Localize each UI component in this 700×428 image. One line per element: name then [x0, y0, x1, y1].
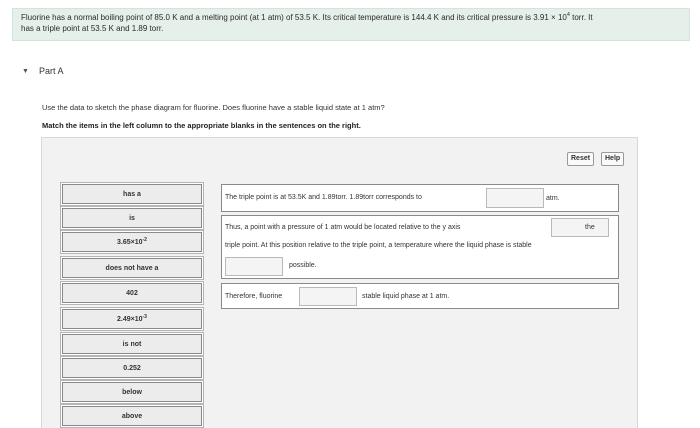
- problem-statement: [12, 8, 690, 41]
- reset-button[interactable]: Reset: [567, 152, 594, 166]
- bank-item-has-a[interactable]: has a: [62, 184, 202, 204]
- bank-item-0-252[interactable]: 0.252: [62, 358, 202, 378]
- bank-item-402[interactable]: 402: [62, 283, 202, 303]
- bank-item-2-49e-3-base: 2.49×10: [117, 315, 143, 323]
- bank-item-2-49e-3[interactable]: [62, 309, 202, 329]
- problem-text-b: torr. It: [569, 13, 593, 22]
- help-button[interactable]: Help: [601, 152, 624, 166]
- bank-item-is-not[interactable]: is not: [62, 334, 202, 354]
- bank-item-3-65e-2-exponent: -2: [142, 237, 147, 243]
- bank-item-below[interactable]: below: [62, 382, 202, 402]
- sentence-1-text: The triple point is at 53.5K and 1.89torr. 1.89torr corresponds to: [225, 194, 422, 201]
- sentence-2: [221, 215, 619, 279]
- problem-text-a: Fluorine has a normal boiling point of 85.0 K and a melting point (at 1 atm) of 53.5 K. Its critical temperature is 144.4 K and its critical pressure is 3.91 × 10: [21, 13, 567, 22]
- bank-item-2-49e-3-exponent: -3: [142, 314, 147, 320]
- drop-target-1[interactable]: [486, 188, 544, 208]
- sentence-2-text-c: possible.: [289, 262, 317, 269]
- bank-item-does-not-have-a[interactable]: does not have a: [62, 258, 202, 278]
- drop-target-2[interactable]: [551, 218, 609, 237]
- problem-exponent: 4: [566, 12, 570, 18]
- drop-target-3[interactable]: [225, 257, 283, 276]
- sentence-1-unit: atm.: [546, 195, 560, 202]
- collapse-caret-icon[interactable]: ▼: [22, 67, 29, 75]
- problem-line-1: [21, 12, 681, 23]
- part-a-label: Part A: [38, 66, 64, 76]
- sentence-2-line-2: triple point. At this position relative to the triple point, a temperature where the liquid phase is stable: [225, 242, 532, 249]
- bank-item-3-65e-2-base: 3.65×10: [117, 238, 143, 246]
- problem-line-2: has a triple point at 53.5 K and 1.89 torr.: [21, 24, 164, 33]
- bank-item-is[interactable]: is: [62, 208, 202, 228]
- sentence-1: [221, 184, 619, 212]
- part-a-toggle[interactable]: [22, 64, 63, 78]
- bank-item-3-65e-2[interactable]: [62, 232, 202, 252]
- drop-target-4[interactable]: [299, 287, 357, 306]
- sentence-3: [221, 283, 619, 309]
- question-text: Use the data to sketch the phase diagram for fluorine. Does fluorine have a stable liquid state at 1 atm?: [42, 103, 385, 112]
- bank-item-above[interactable]: above: [62, 406, 202, 426]
- sentence-2-text: Thus, a point with a pressure of 1 atm would be located relative to the y axis: [225, 224, 461, 231]
- sentence-3-text: Therefore, fluorine: [225, 293, 283, 300]
- sentence-2-text-b: the: [585, 224, 595, 231]
- sentence-3-text-b: stable liquid phase at 1 atm.: [362, 293, 450, 300]
- matching-instructions: Match the items in the left column to the appropriate blanks in the sentences on the right.: [42, 121, 361, 130]
